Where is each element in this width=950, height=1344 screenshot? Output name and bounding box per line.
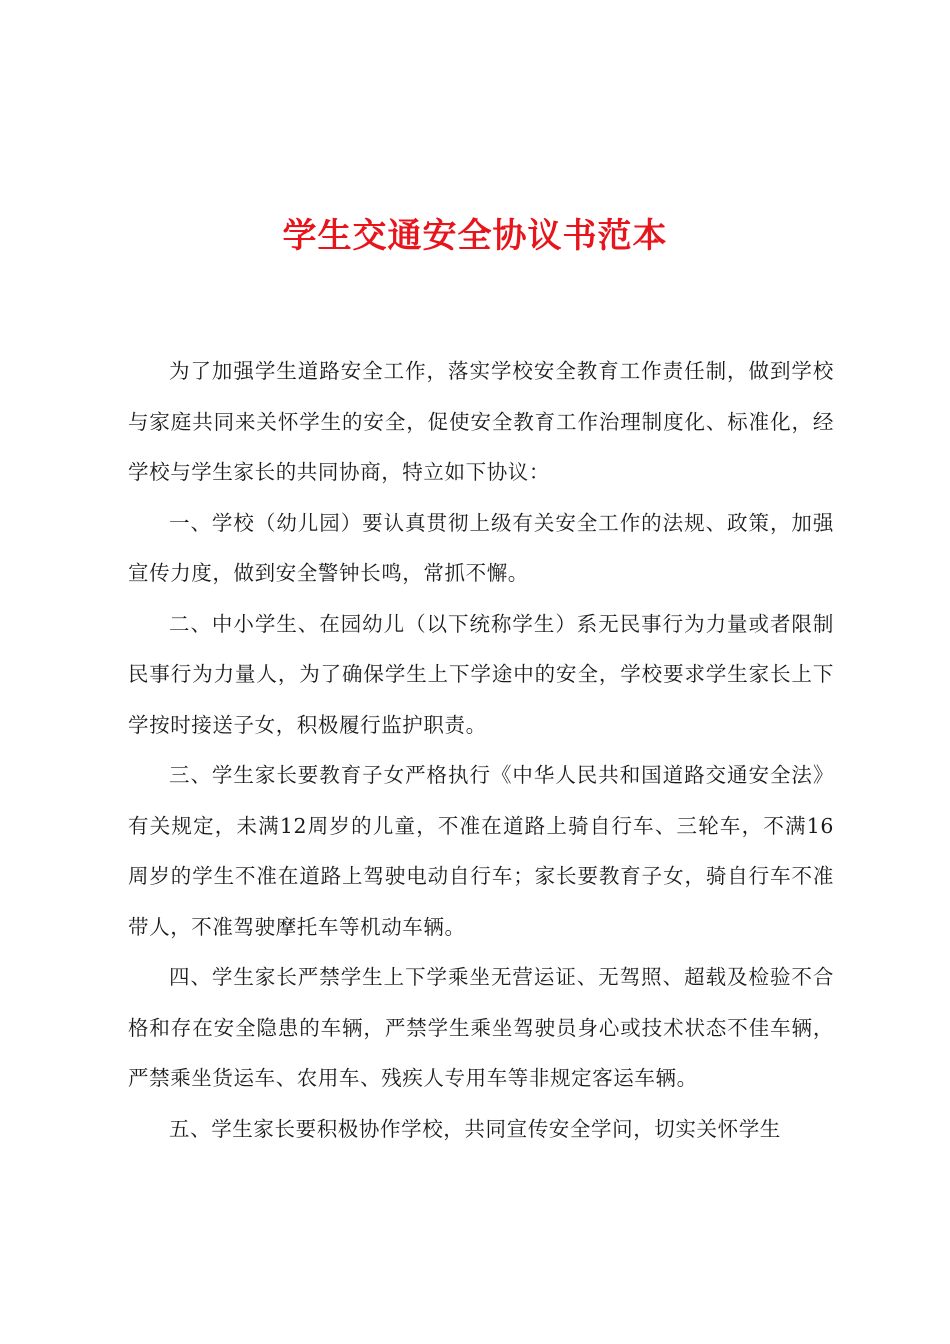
- paragraph-clause-2: 二、中小学生、在园幼儿（以下统称学生）系无民事行为力量或者限制民事行为力量人，为了确保学生上下学途中的安全，学校要求学生家长上下学按时接送子女，积极履行监护职责。: [128, 611, 834, 737]
- document-body: [128, 346, 834, 1154]
- paragraph-clause-4: 四、学生家长严禁学生上下学乘坐无营运证、无驾照、超载及检验不合格和存在安全隐患的车辆，严禁学生乘坐驾驶员身心或技术状态不佳车辆，严禁乘坐货运车、农用车、残疾人专用车等非规定客运车辆。: [128, 965, 834, 1090]
- paragraph-clause-1: 一、学校（幼儿园）要认真贯彻上级有关安全工作的法规、政策，加强宣传力度，做到安全警钟长鸣，常抓不懈。: [128, 510, 834, 585]
- paragraph-clause-5: 五、学生家长要积极协作学校，共同宣传安全学问，切实关怀学生: [169, 1116, 781, 1141]
- paragraph-intro: 为了加强学生道路安全工作，落实学校安全教育工作责任制，做到学校与家庭共同来关怀学生的安全，促使安全教育工作治理制度化、标准化，经学校与学生家长的共同协商，特立如下协议：: [128, 359, 834, 484]
- document-title: 学生交通安全协议书范本: [282, 216, 668, 256]
- paragraph-clause-3: 三、学生家长要教育子女严格执行《中华人民共和国道路交通安全法》有关规定，未满12周岁的儿童，不准在道路上骑自行车、三轮车，不满16周岁的学生不准在道路上驾驶电动自行车；家长要教育子女，骑自行车不准带人，不准驾驶摩托车等机动车辆。: [128, 763, 834, 939]
